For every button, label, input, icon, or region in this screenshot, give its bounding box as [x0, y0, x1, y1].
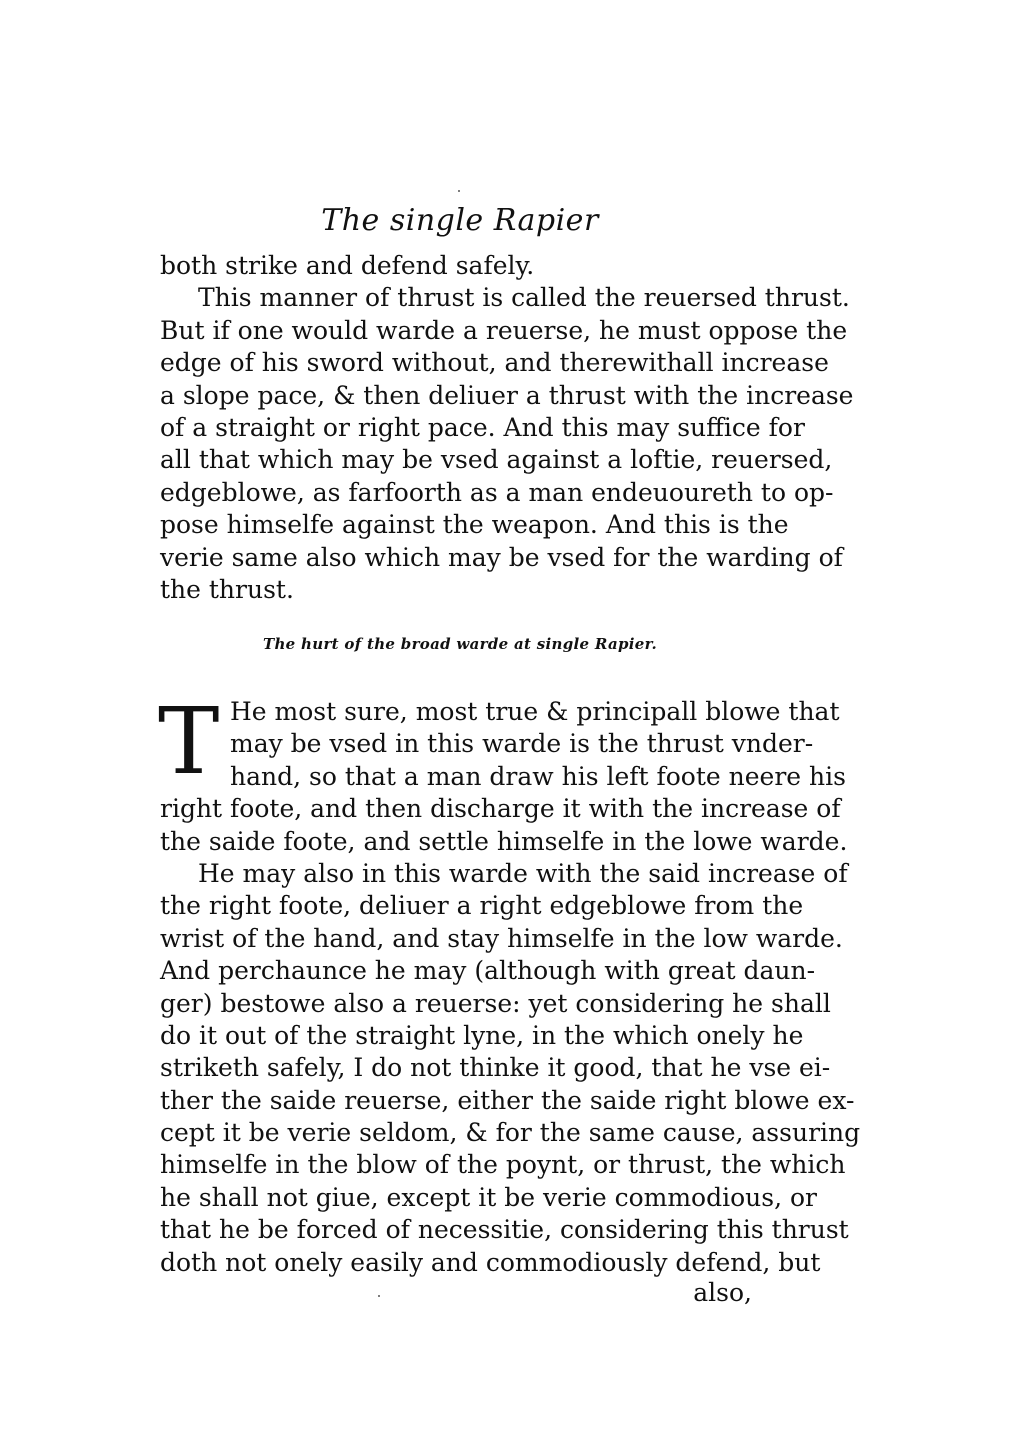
- catchword: also,: [693, 1278, 752, 1307]
- text-line: But if one would warde a reuerse, he must oppose the: [160, 315, 848, 345]
- text-line: all that which may be vsed against a loftie, reuersed,: [160, 445, 833, 475]
- text-line: edge of his sword without, and therewithall increase: [160, 348, 829, 378]
- text-line: that he be forced of necessitie, considering this thrust: [160, 1215, 849, 1245]
- text-line: And perchaunce he may (although with great daun-: [160, 956, 816, 986]
- text-line: ger) bestowe also a reuerse: yet considering he shall: [160, 988, 831, 1018]
- text-block-top: [160, 250, 854, 606]
- text-line: cept it be verie seldom, & for the same cause, assuring: [160, 1118, 861, 1148]
- text-line: the saide foote, and settle himselfe in the lowe warde.: [160, 826, 848, 856]
- text-line: edgeblowe, as farfoorth as a man endeuoureth to op-: [160, 477, 834, 507]
- ink-speck: [378, 1295, 380, 1297]
- text-line: hand, so that a man draw his left foote neere his: [230, 761, 846, 791]
- text-line: of a straight or right pace. And this may suffice for: [160, 412, 805, 442]
- text-line: the thrust.: [160, 574, 294, 604]
- text-line: he shall not giue, except it be verie commodious, or: [160, 1182, 817, 1212]
- text-line: the right foote, deliuer a right edgeblowe from the: [160, 891, 804, 921]
- text-line: right foote, and then discharge it with the increase of: [160, 794, 841, 824]
- text-line: This manner of thrust is called the reuersed thrust.: [198, 283, 850, 313]
- text-line: doth not onely easily and commodiously defend, but: [160, 1247, 821, 1277]
- text-block-bottom: [158, 688, 861, 1279]
- text-line: both strike and defend safely.: [160, 251, 535, 280]
- running-head: The single Rapier: [321, 203, 599, 238]
- text-line: verie same also which may be vsed for the warding of: [160, 542, 843, 572]
- text-line: wrist of the hand, and stay himselfe in the low warde.: [160, 923, 843, 953]
- text-line: may be vsed in this warde is the thrust vnder-: [230, 729, 814, 759]
- ink-speck: [458, 190, 460, 192]
- text-line: ther the saide reuerse, either the saide right blowe ex-: [160, 1085, 855, 1115]
- text-line: do it out of the straight lyne, in the which onely he: [160, 1020, 804, 1050]
- text-line: He may also in this warde with the said increase of: [198, 858, 848, 888]
- section-heading: The hurt of the broad warde at single Rapier.: [263, 635, 657, 653]
- text-line: striketh safely, I do not thinke it good, that he vse ei-: [160, 1053, 831, 1083]
- text-line: himselfe in the blow of the poynt, or thrust, the which: [160, 1150, 846, 1180]
- drop-cap-initial: T: [158, 688, 220, 795]
- text-line: pose himselfe against the weapon. And this is the: [160, 510, 789, 540]
- text-line: a slope pace, & then deliuer a thrust with the increase: [160, 380, 854, 410]
- text-line: He most sure, most true & principall blowe that: [230, 697, 840, 726]
